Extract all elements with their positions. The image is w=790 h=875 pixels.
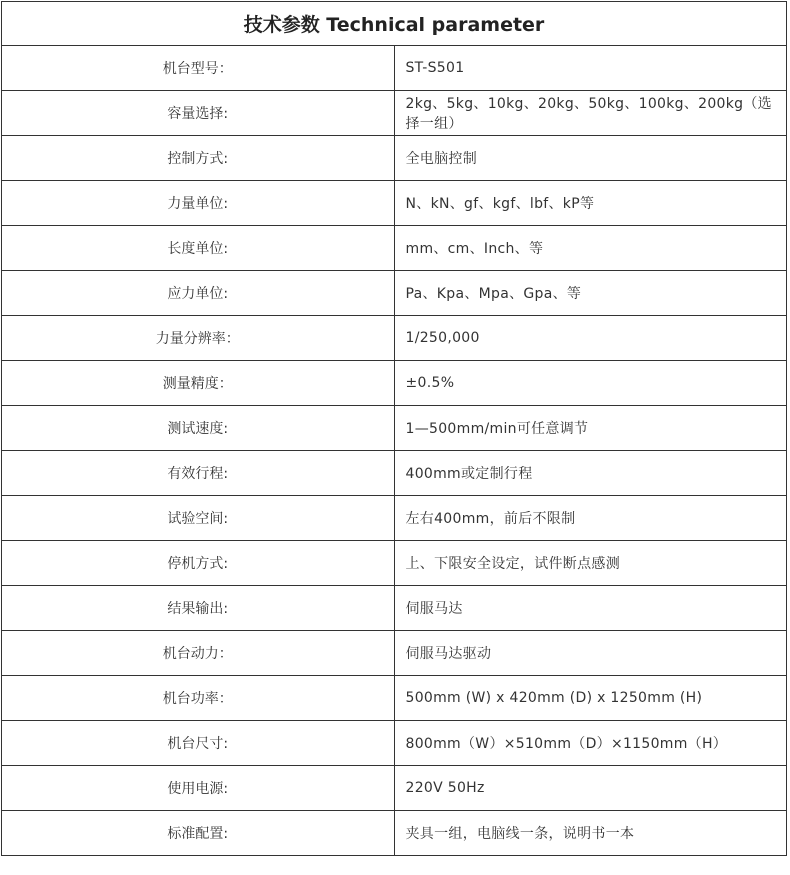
row-label: 机台动力：	[2, 631, 395, 676]
row-value: 上、下限安全设定，试件断点感测	[394, 541, 787, 586]
table-row	[2, 631, 787, 676]
table-row	[2, 91, 787, 136]
table-row	[2, 226, 787, 271]
row-value: ±0.5%	[394, 361, 787, 406]
row-value: ST-S501	[394, 46, 787, 91]
row-value: 800mm（W）×510mm（D）×1150mm（H）	[394, 721, 787, 766]
row-value: 1/250,000	[394, 316, 787, 361]
row-value: 左右400mm，前后不限制	[394, 496, 787, 541]
row-value: 伺服马达	[394, 586, 787, 631]
row-label: 测试速度:	[2, 406, 395, 451]
spec-table	[1, 1, 787, 856]
row-value: Pa、Kpa、Mpa、Gpa、等	[394, 271, 787, 316]
row-value: 伺服马达驱动	[394, 631, 787, 676]
row-value: 2kg、5kg、10kg、20kg、50kg、100kg、200kg（选择一组）	[394, 91, 787, 136]
row-label: 机台功率：	[2, 676, 395, 721]
row-label: 机台型号：	[2, 46, 395, 91]
table-row	[2, 451, 787, 496]
row-label: 标准配置:	[2, 811, 395, 856]
row-label: 试验空间:	[2, 496, 395, 541]
row-value: 400mm或定制行程	[394, 451, 787, 496]
row-label: 容量选择:	[2, 91, 395, 136]
row-label: 有效行程:	[2, 451, 395, 496]
row-label: 长度单位:	[2, 226, 395, 271]
row-label: 停机方式:	[2, 541, 395, 586]
table-row	[2, 811, 787, 856]
row-value: 1—500mm/min可任意调节	[394, 406, 787, 451]
row-value: 500mm (W) x 420mm (D) x 1250mm (H)	[394, 676, 787, 721]
table-row	[2, 271, 787, 316]
table-row	[2, 541, 787, 586]
table-row	[2, 676, 787, 721]
row-label: 机台尺寸:	[2, 721, 395, 766]
row-value: 220V 50Hz	[394, 766, 787, 811]
row-label: 力量单位:	[2, 181, 395, 226]
table-row	[2, 361, 787, 406]
table-row	[2, 496, 787, 541]
row-value: 夹具一组，电脑线一条，说明书一本	[394, 811, 787, 856]
row-value: mm、cm、Inch、等	[394, 226, 787, 271]
table-row	[2, 586, 787, 631]
table-row	[2, 181, 787, 226]
row-label: 应力单位:	[2, 271, 395, 316]
row-label: 控制方式:	[2, 136, 395, 181]
row-label: 力量分辨率：	[2, 316, 395, 361]
row-value: N、kN、gf、kgf、lbf、kP等	[394, 181, 787, 226]
table-row	[2, 721, 787, 766]
row-label: 结果输出:	[2, 586, 395, 631]
table-row	[2, 136, 787, 181]
row-label: 测量精度：	[2, 361, 395, 406]
title-row	[2, 2, 787, 46]
table-row	[2, 406, 787, 451]
table-row	[2, 46, 787, 91]
table-row	[2, 316, 787, 361]
table-title: 技术参数 Technical parameter	[2, 2, 787, 46]
row-value: 全电脑控制	[394, 136, 787, 181]
table-row	[2, 766, 787, 811]
row-label: 使用电源:	[2, 766, 395, 811]
